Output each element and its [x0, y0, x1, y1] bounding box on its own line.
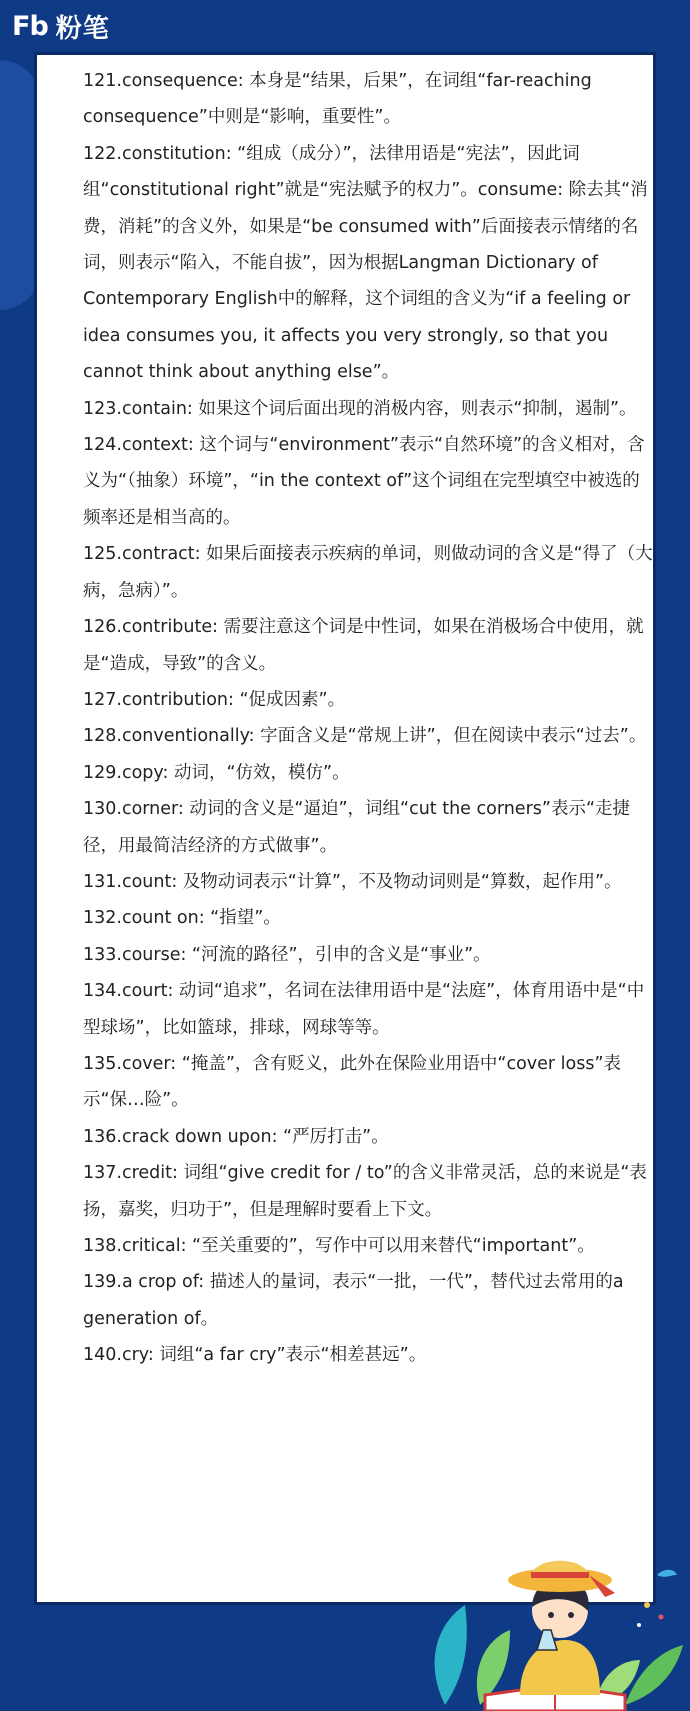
brand-mark: Fb	[12, 10, 48, 42]
entry-133: 133.course: “河流的路径”，引申的含义是“事业”。	[83, 944, 491, 965]
entry-132: 132.count on: “指望”。	[83, 908, 281, 929]
entry-125: 125.contract: 如果后面接表示疾病的单词，则做动词的含义是“得了（大病，急病）”。	[83, 544, 653, 601]
entry-135: 135.cover: “掩盖”，含有贬义，此外在保险业用语中“cover loss”表示“保…险”。	[83, 1053, 622, 1111]
vocabulary-list	[83, 63, 657, 1374]
bird-icon	[657, 1570, 677, 1577]
entry-128: 128.conventionally: 字面含义是“常规上讲”，但在阅读中表示“过去”。	[83, 726, 647, 747]
brand-name: 粉笔	[55, 13, 110, 44]
entry-131: 131.count: 及物动词表示“计算”，不及物动词则是“算数，起作用”。	[83, 871, 622, 892]
entry-127: 127.contribution: “促成因素”。	[83, 689, 346, 710]
entry-130: 130.corner: 动词的含义是“逼迫”，词组“cut the corners”表示“走捷径，用最简洁经济的方式做事”。	[83, 799, 631, 856]
entry-122: 122.constitution: “组成（成分）”，法律用语是“宪法”，因此词组“constitutional right”就是“宪法赋予的权力”。consume: 除去其“消费，消耗”的含义外，如果是“be consumed with”后面接表示情绪的名词，则表示“陷入，不能自拔”，因为根据Langman Dictionary of Contemporary English中的解释，这个词组的含义为“if a feeling or idea consumes you, it affects you very strongly, so that you cannot think about anything else”。	[83, 143, 648, 383]
entry-121: 121.consequence: 本身是“结果，后果”，在词组“far-reaching consequence”中则是“影响，重要性”。	[83, 71, 598, 128]
entry-126: 126.contribute: 需要注意这个词是中性词，如果在消极场合中使用，就是“造成，导致”的含义。	[83, 617, 644, 674]
entry-136: 136.crack down upon: “严厉打击”。	[83, 1126, 389, 1147]
entry-124: 124.context: 这个词与“environment”表示“自然环境”的含义相对，含义为“（抽象）环境”，“in the context of”这个词组在完型填空中被选的频率还是相当高的。	[83, 435, 645, 528]
entry-129: 129.copy: 动词，“仿效，模仿”。	[83, 762, 350, 783]
entry-137: 137.credit: 词组“give credit for / to”的含义非常灵活，总的来说是“表扬，嘉奖，归功于”，但是理解时要看上下文。	[83, 1163, 647, 1220]
entry-138: 138.critical: “至关重要的”，写作中可以用来替代“important”。	[83, 1236, 595, 1256]
entry-139: 139.a crop of: 描述人的量词，表示“一批，一代”，替代过去常用的a generation of。	[83, 1272, 630, 1329]
content-card	[34, 52, 656, 1605]
leaf-icon	[435, 1605, 467, 1705]
reading-child-illustration	[425, 1545, 690, 1711]
entry-134: 134.court: 动词“追求”，名词在法律用语中是“法庭”，体育用语中是“中型球场”，比如篮球，排球，网球等等。	[83, 981, 645, 1038]
child-body	[520, 1640, 600, 1695]
entry-123: 123.contain: 如果这个词后面出现的消极内容，则表示“抑制，遏制”。	[83, 398, 637, 419]
brand-logo	[12, 8, 110, 44]
entry-140: 140.cry: 词组“a far cry”表示“相差甚远”。	[83, 1345, 427, 1366]
